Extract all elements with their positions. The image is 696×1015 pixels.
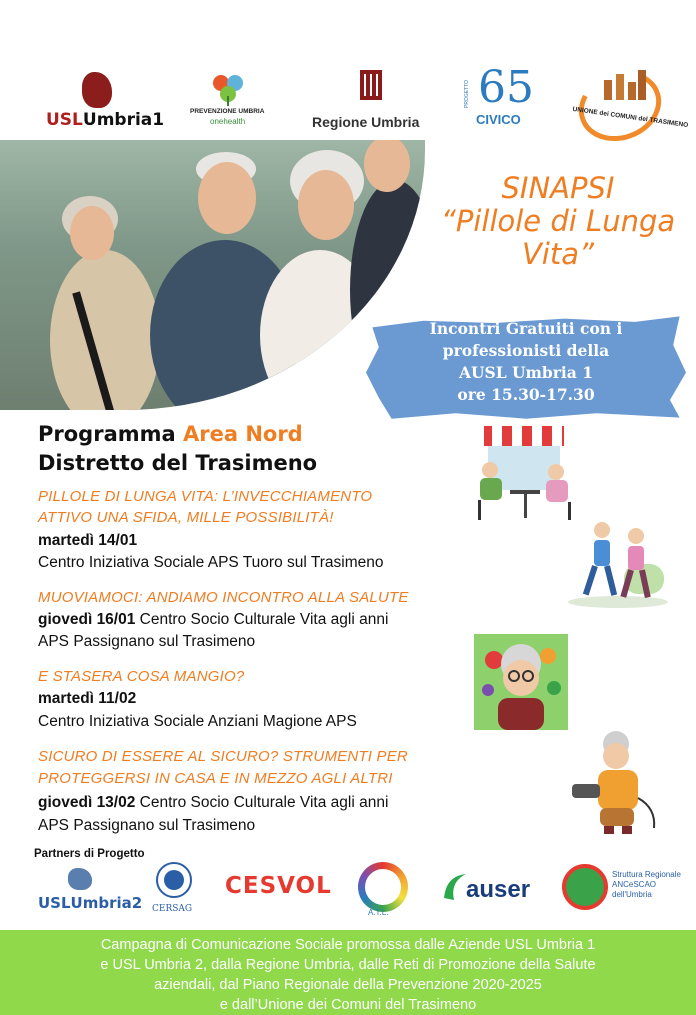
seniors-photo (0, 140, 425, 410)
event-4-place-line1: Centro Socio Culturale Vita agli anni (135, 794, 389, 811)
atl-logo (358, 862, 408, 918)
clover-icon (210, 72, 246, 106)
auser-label: auser (466, 876, 531, 903)
civico-side-label: PROGETTO (464, 80, 470, 108)
auser-logo (440, 870, 540, 910)
usl1-prefix: USL (46, 110, 83, 130)
footer-line1: Campagna di Comunicazione Sociale promossa dalle Aziende USL Umbria 1 (100, 937, 596, 953)
unione-label: UNIONE dei COMUNI del TRASIMENO (572, 105, 689, 130)
walking-seniors-illustration (562, 514, 672, 610)
usl2-suffix: Umbria2 (70, 894, 143, 912)
title-line2: “Pillole di Lunga (440, 204, 676, 238)
event-4-title-line1: SICURO DI ESSERE AL SICURO? STRUMENTI PER (38, 748, 408, 765)
prevenzione-line1: PREVENZIONE UMBRIA (190, 108, 265, 115)
cooking-grandma-illustration (474, 634, 568, 730)
regione-label: Regione Umbria (312, 114, 420, 130)
banner-line1: Incontri Gratuiti con i (429, 319, 623, 338)
footer-line3: aziendali, dal Piano Regionale della Prevenzione 2020-2025 (154, 977, 542, 993)
ancescao-line2: ANCeSCAO (612, 880, 657, 889)
usl-umbria-2-logo (38, 868, 143, 916)
program-heading (38, 420, 317, 478)
cesvol-label: CESVOL (225, 873, 332, 899)
cersag-label: CERSAG (152, 904, 193, 914)
title-line3: Vita” (521, 237, 595, 271)
cafe-couple-illustration (470, 424, 580, 524)
event-2-title: MUOVIAMOCI: ANDIAMO INCONTRO ALLA SALUTE (38, 589, 409, 606)
prevenzione-umbria-logo (190, 72, 276, 132)
event-3-title: E STASERA COSA MANGIO? (38, 668, 245, 685)
ancescao-line3: dell'Umbria (612, 890, 652, 899)
person-right-head (298, 170, 354, 240)
prevenzione-line2: onehealth (210, 117, 246, 126)
regione-crest-icon (360, 70, 382, 100)
partners-heading: Partners di Progetto (34, 848, 145, 860)
civico-label: CIVICO (476, 112, 521, 127)
footer-banner (0, 930, 696, 1015)
event-4-place-line2: APS Passignano sul Trasimeno (38, 817, 256, 834)
person-center-head (198, 162, 256, 234)
footer-line4: e dall’Unione dei Comuni del Trasimeno (219, 997, 477, 1013)
towers-icon (602, 70, 648, 100)
event-3-date: martedì 11/02 (38, 690, 137, 707)
regione-umbria-logo (312, 70, 432, 132)
ancescao-logo (562, 864, 682, 916)
cesvol-logo (225, 873, 335, 909)
elderly-woman-illustration (564, 728, 674, 838)
usl2-map-icon (68, 868, 92, 890)
banner-line4: ore 15.30-17.30 (457, 385, 595, 404)
poster-title (420, 172, 696, 271)
usl-umbria-1-logo (46, 72, 165, 132)
progetto-civico-logo (462, 62, 534, 134)
event-2-place-line2: APS Passignano sul Trasimeno (38, 633, 256, 650)
event-1-title-line2: ATTIVO UNA SFIDA, MILLE POSSIBILITÀ! (38, 509, 334, 526)
ancescao-tree-icon (562, 864, 608, 910)
person-left-head (70, 206, 114, 260)
banner-line2: professionisti della (442, 341, 610, 360)
program-area: Area Nord (182, 422, 303, 446)
event-1-place: Centro Iniziativa Sociale APS Tuoro sul Trasimeno (38, 554, 384, 571)
event-2-place-line1: Centro Socio Culturale Vita agli anni (135, 611, 389, 628)
ancescao-line1: Struttura Regionale (612, 870, 681, 879)
program-district: Distretto del Trasimeno (38, 451, 318, 475)
usl1-suffix: Umbria1 (82, 110, 165, 130)
event-1-date: martedì 14/01 (38, 532, 138, 549)
event-4-date: giovedì 13/02 (38, 794, 136, 811)
title-line1: SINAPSI (501, 171, 615, 205)
cersag-logo (152, 862, 196, 920)
banner-text (376, 318, 676, 406)
umbria-map-icon (82, 72, 112, 108)
banner-line3: AUSL Umbria 1 (458, 363, 594, 382)
event-4-title-line2: PROTEGGERSI IN CASA E IN MEZZO AGLI ALTRI (38, 770, 393, 787)
event-2-date: giovedì 16/01 (38, 611, 136, 628)
civico-number: 65 (478, 62, 534, 113)
unione-comuni-logo (572, 66, 689, 136)
usl2-prefix: USL (38, 894, 71, 912)
footer-line2: e USL Umbria 2, dalla Regione Umbria, dalle Reti di Promozione della Salute (100, 957, 596, 973)
atl-label: A.T.L. (368, 908, 389, 917)
event-3-place: Centro Iniziativa Sociale Anziani Magione APS (38, 713, 357, 730)
event-1-title-line1: PILLOLE DI LUNGA VITA: L’INVECCHIAMENTO (38, 488, 373, 505)
program-prefix: Programma (38, 422, 183, 446)
